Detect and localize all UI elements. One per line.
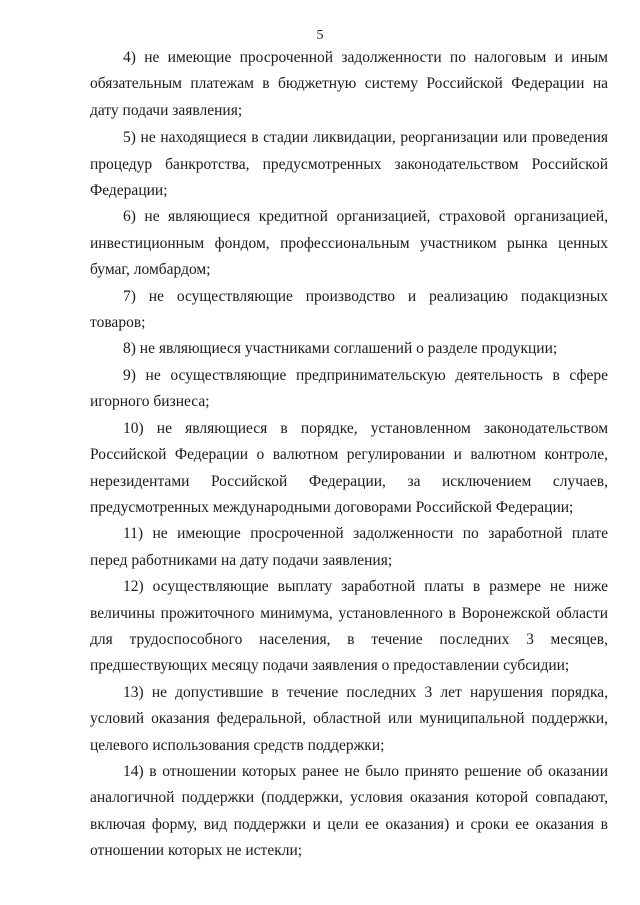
list-item-5: 5) не находящиеся в стадии ликвидации, реорганизации или проведения процедур банкротства, предусмотренных законодательством Российской Федерации;	[90, 129, 608, 200]
list-item-10: 10) не являющиеся в порядке, установленном законодательством Российской Федерации о валютном регулировании и валютном контроле, нерезидентами Российской Федерации, за исключением случаев, предусмотренных международными договорами Российской Федерации;	[90, 419, 608, 516]
list-item-12: 12) осуществляющие выплату заработной платы в размере не ниже величины прожиточного минимума, установленного в Воронежской области для трудоспособного населения, в течение последних 3 месяцев, предшествующих месяцу подачи заявления о предоставлении субсидии;	[90, 578, 608, 675]
list-item-8: 8) не являющиеся участниками соглашений о разделе продукции;	[123, 340, 558, 358]
list-item-4: 4) не имеющие просроченной задолженности по налоговым и иным обязательным платежам в бюджетную систему Российской Федерации на дату подачи заявления;	[90, 49, 608, 119]
page-number: 5	[316, 28, 324, 43]
list-item-14: 14) в отношении которых ранее не было принято решение об оказании аналогичной поддержки (поддержки, условия оказания которой совпадают, включая форму, вид поддержки и цели ее оказания) и сроки ее оказания в отношении которых не истекли;	[90, 762, 608, 860]
list-item-9: 9) не осуществляющие предпринимательскую деятельность в сфере игорного бизнеса;	[90, 366, 608, 411]
list-item-11: 11) не имеющие просроченной задолженности по заработной плате перед работниками на дату подачи заявления;	[90, 525, 608, 569]
document-body	[90, 45, 608, 865]
list-item-6: 6) не являющиеся кредитной организацией, страховой организацией, инвестиционным фондом, профессиональным участником рынка ценных бумаг, ломбардом;	[90, 208, 608, 279]
list-item-7: 7) не осуществляющие производство и реализацию подакцизных товаров;	[90, 287, 608, 332]
list-item-13: 13) не допустившие в течение последних 3 лет нарушения порядка, условий оказания федеральной, областной или муниципальной поддержки, целевого использования средств поддержки;	[90, 683, 608, 754]
